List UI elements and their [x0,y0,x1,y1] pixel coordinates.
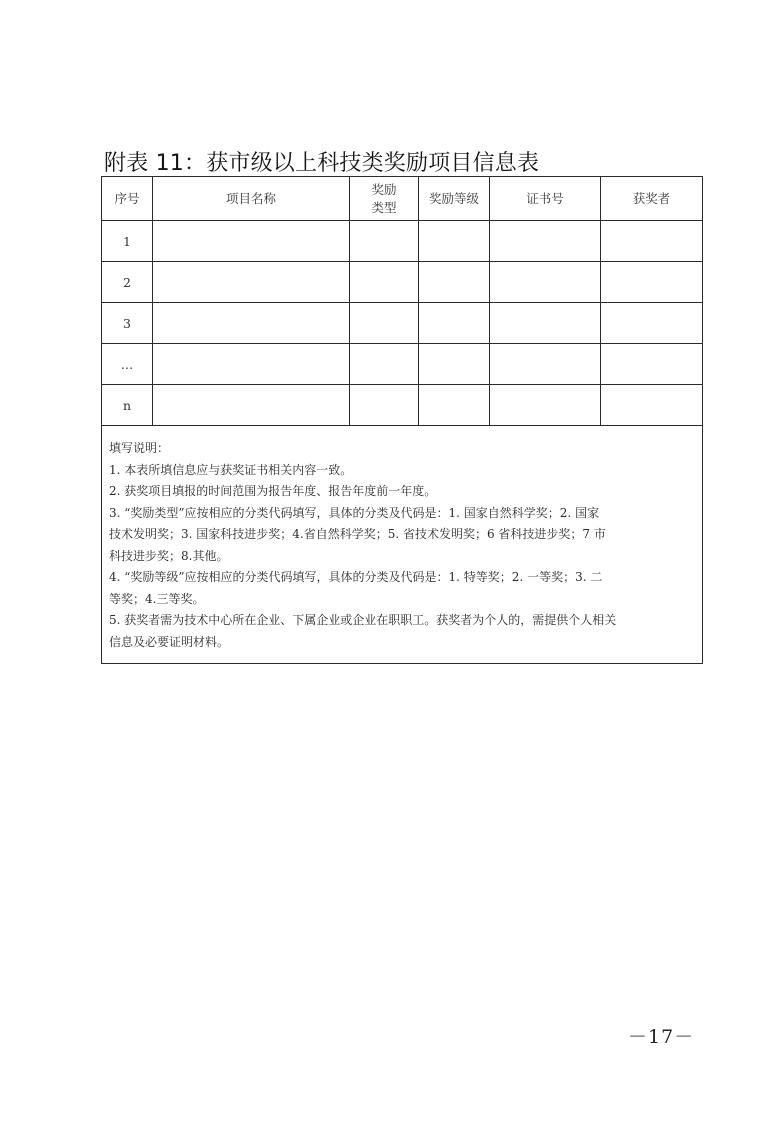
cell-project-name [153,385,350,426]
notes-line: 5. 获奖者需为技术中心所在企业、下属企业或企业在职职工。获奖者为个人的，需提供个人相关 [109,613,617,627]
notes-heading: 填写说明： [109,441,170,455]
cell-award-level [419,385,490,426]
cell-certificate-number [490,262,601,303]
cell-certificate-number [490,221,601,262]
table-row [102,303,703,344]
notes-line: 等奖；4.三等奖。 [109,591,205,606]
cell-award-type [350,262,419,303]
cell-award-type [350,303,419,344]
notes-line: 技术发明奖；3. 国家科技进步奖；4.省自然科学奖；5. 省技术发明奖；6 省科技进步奖；7 市 [109,527,606,541]
header-award-type [350,177,419,221]
cell-award-type [350,344,419,385]
cell-certificate-number [490,385,601,426]
notes-line: 1. 本表所填信息应与获奖证书相关内容一致。 [109,462,353,477]
notes-line: 信息及必要证明材料。 [109,634,230,649]
cell-winner [601,344,703,385]
header-award-level: 奖励等级 [419,177,490,221]
notes-line: 2. 获奖项目填报的时间范围为报告年度、报告年度前一年度。 [109,484,437,498]
cell-winner [601,221,703,262]
page-title: 附表 11：获市级以上科技类奖励项目信息表 [104,151,540,176]
cell-winner [601,262,703,303]
page-number: －17－ [628,1026,695,1048]
row-seq: 2 [102,262,153,303]
cell-project-name [153,344,350,385]
table-row [102,344,703,385]
notes-row [102,426,703,664]
table-row [102,385,703,426]
header-seq: 序号 [102,177,153,221]
notes-line: 4. “奖励等级”应按相应的分类代码填写，具体的分类及代码是：1. 特等奖；2. 一等奖；3. 二 [109,570,603,584]
header-winner: 获奖者 [601,177,703,221]
cell-award-level [419,221,490,262]
cell-award-level [419,344,490,385]
cell-winner [601,385,703,426]
award-info-table [101,176,703,664]
table-row [102,262,703,303]
cell-award-level [419,303,490,344]
cell-certificate-number [490,303,601,344]
table-row [102,221,703,262]
cell-award-type [350,385,419,426]
cell-project-name [153,303,350,344]
cell-certificate-number [490,344,601,385]
row-seq: 3 [102,303,153,344]
notes-line: 3. “奖励类型”应按相应的分类代码填写，具体的分类及代码是：1. 国家自然科学奖；2. 国家 [109,505,600,520]
cell-award-type [350,221,419,262]
cell-award-level [419,262,490,303]
cell-project-name [153,262,350,303]
header-project-name: 项目名称 [153,177,350,221]
row-seq: … [102,344,153,385]
header-certificate-number: 证书号 [490,177,601,221]
header-award-type-line2: 类型 [371,199,397,215]
header-award-type-line1: 奖励 [371,181,397,197]
filling-instructions [102,426,703,664]
cell-project-name [153,221,350,262]
notes-line: 科技进步奖；8.其他。 [109,548,229,563]
row-seq: n [102,385,153,426]
header-row [102,177,703,221]
row-seq: 1 [102,221,153,262]
cell-winner [601,303,703,344]
